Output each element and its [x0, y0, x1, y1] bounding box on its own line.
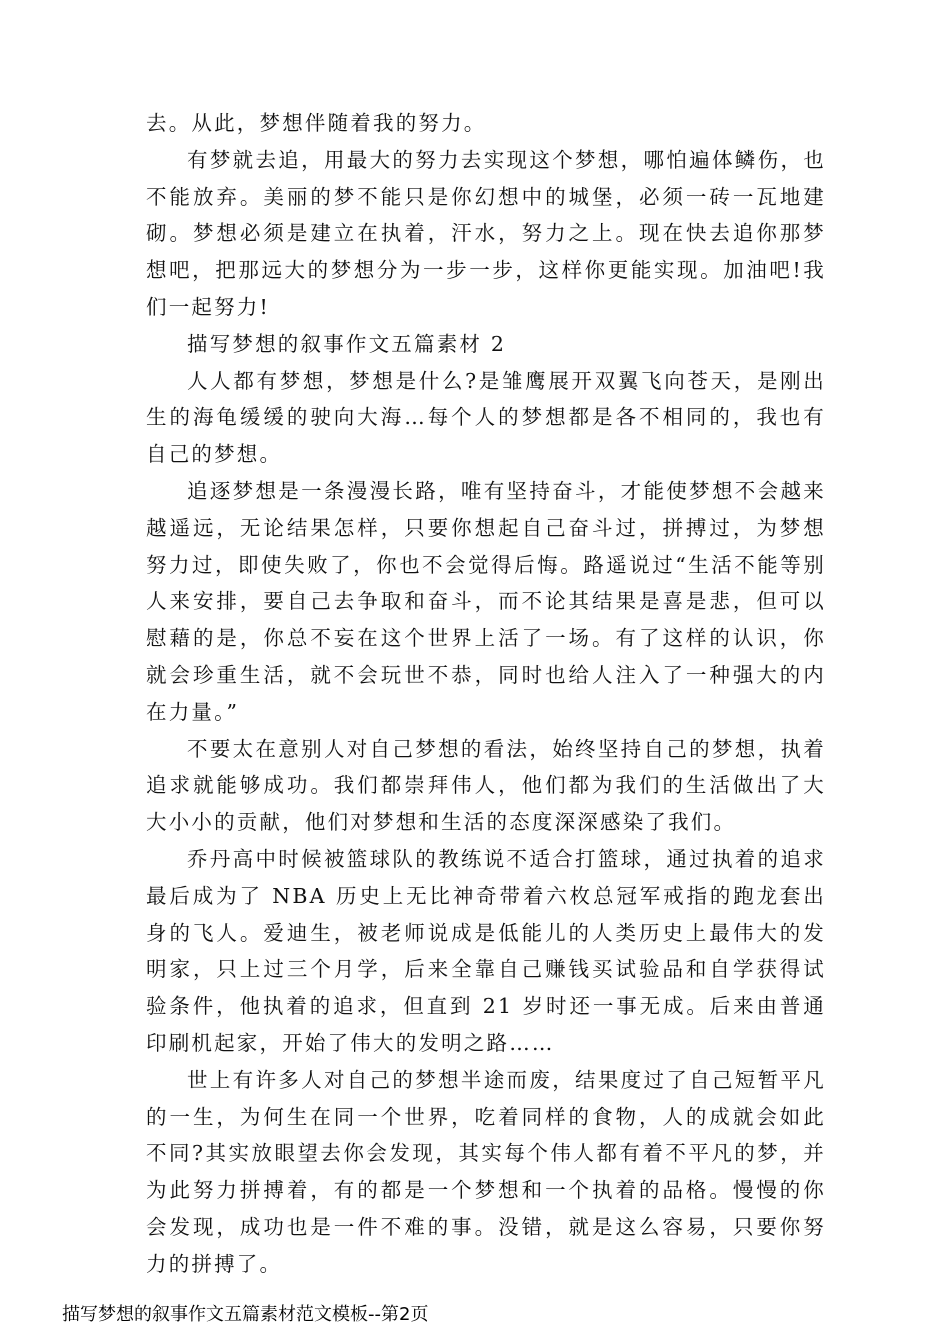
paragraph-continuation: 去。从此，梦想伴随着我的努力。 — [146, 111, 487, 135]
paragraph: 有梦就去追，用最大的努力去实现这个梦想，哪怕遍体鳞伤，也不能放弃。美丽的梦不能只是你幻想中的城堡，必须一砖一瓦地建砌。梦想必须是建立在执着，汗水，努力之上。现在快去追你那梦想吧，把那远大的梦想分为一步一步，这样你更能实现。加油吧!我们一起努力! — [146, 147, 826, 319]
paragraph: 人人都有梦想，梦想是什么?是雏鹰展开双翼飞向苍天，是刚出生的海龟缓缓的驶向大海…每个人的梦想都是各不相同的，我也有自己的梦想。 — [146, 368, 826, 467]
paragraph: 追逐梦想是一条漫漫长路，唯有坚持奋斗，才能使梦想不会越来越遥远，无论结果怎样，只要你想起自己奋斗过，拼搏过，为梦想努力过，即使失败了，你也不会觉得后悔。路遥说过“生活不能等别人来安排，要自己去争取和奋斗，而不论其结果是喜是悲，但可以慰藉的是，你总不妄在这个世界上活了一场。有了这样的认识，你就会珍重生活，就不会玩世不恭，同时也给人注入了一种强大的内在力量。” — [146, 478, 826, 724]
paragraph: 不要太在意别人对自己梦想的看法，始终坚持自己的梦想，执着追求就能够成功。我们都崇拜伟人，他们都为我们的生活做出了大大小小的贡献，他们对梦想和生活的态度深深感染了我们。 — [146, 736, 826, 835]
section-heading: 描写梦想的叙事作文五篇素材 2 — [187, 331, 507, 356]
paragraph: 乔丹高中时候被篮球队的教练说不适合打篮球，通过执着的追求最后成为了 NBA 历史上无比神奇带着六枚总冠军戒指的跑龙套出身的飞人。爱迪生，被老师说成是低能儿的人类历史上最伟大的发明家，只上过三个月学，后来全靠自己赚钱买试验品和自学获得试验条件，他执着的追求，但直到 21 岁时还一事无成。后来由普通印刷机起家，开始了伟大的发明之路…… — [146, 846, 826, 1055]
document-body — [146, 105, 826, 1283]
paragraph: 世上有许多人对自己的梦想半途而废，结果度过了自己短暂平凡的一生，为何生在同一个世界，吃着同样的食物，人的成就会如此不同?其实放眼望去你会发现，其实每个伟人都有着不平凡的梦，并为此努力拼搏着，有的都是一个梦想和一个执着的品格。慢慢的你会发现，成功也是一件不难的事。没错，就是这么容易，只要你努力的拼搏了。 — [146, 1067, 826, 1276]
page-footer: 描写梦想的叙事作文五篇素材范文模板--第2页 — [62, 1304, 429, 1325]
